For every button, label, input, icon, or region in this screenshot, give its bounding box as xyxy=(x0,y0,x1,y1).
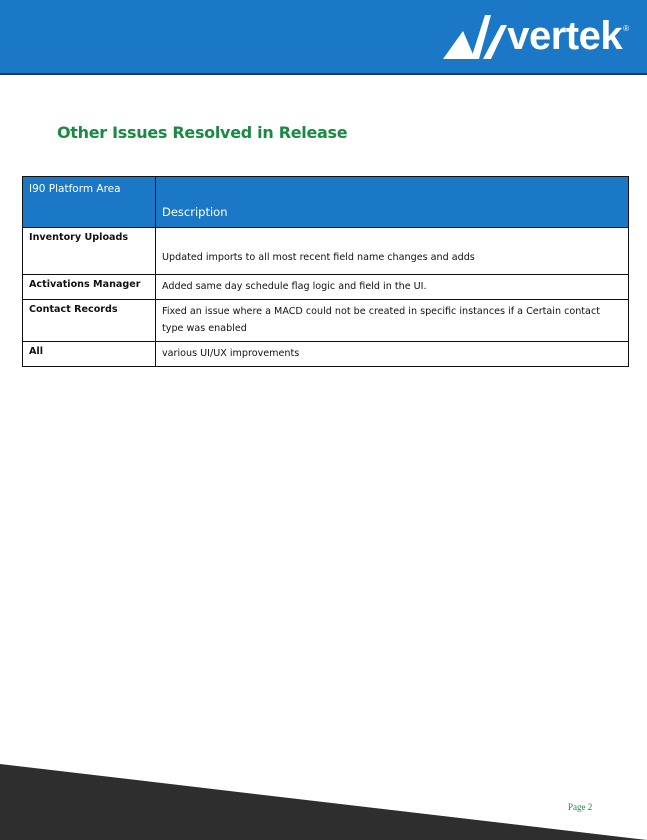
description-cell: Updated imports to all most recent field name changes and adds xyxy=(156,228,629,275)
issues-table xyxy=(22,176,629,367)
vertek-logo xyxy=(441,10,629,62)
footer-shape xyxy=(0,760,647,840)
header-divider xyxy=(0,73,647,75)
description-cell: Added same day schedule flag logic and field in the UI. xyxy=(156,275,629,300)
table-row xyxy=(23,300,629,342)
table-row xyxy=(23,228,629,275)
page-number: Page 2 xyxy=(568,802,593,812)
table-header-row xyxy=(23,177,629,228)
table-row xyxy=(23,275,629,300)
description-cell: Fixed an issue where a MACD could not be created in specific instances if a Certain contact type was enabled xyxy=(156,300,629,342)
section-title: Other Issues Resolved in Release xyxy=(57,123,348,142)
registered-mark: ® xyxy=(623,24,629,33)
logo-wordmark: vertek xyxy=(507,14,623,58)
table-row xyxy=(23,341,629,366)
area-cell: All xyxy=(23,341,156,366)
area-cell: Contact Records xyxy=(23,300,156,342)
column-header-area: I90 Platform Area xyxy=(23,177,156,228)
area-cell: Inventory Uploads xyxy=(23,228,156,275)
area-cell: Activations Manager xyxy=(23,275,156,300)
column-header-description: Description xyxy=(156,177,629,228)
description-cell: various UI/UX improvements xyxy=(156,341,629,366)
vertek-logo-mark-icon xyxy=(441,11,513,61)
